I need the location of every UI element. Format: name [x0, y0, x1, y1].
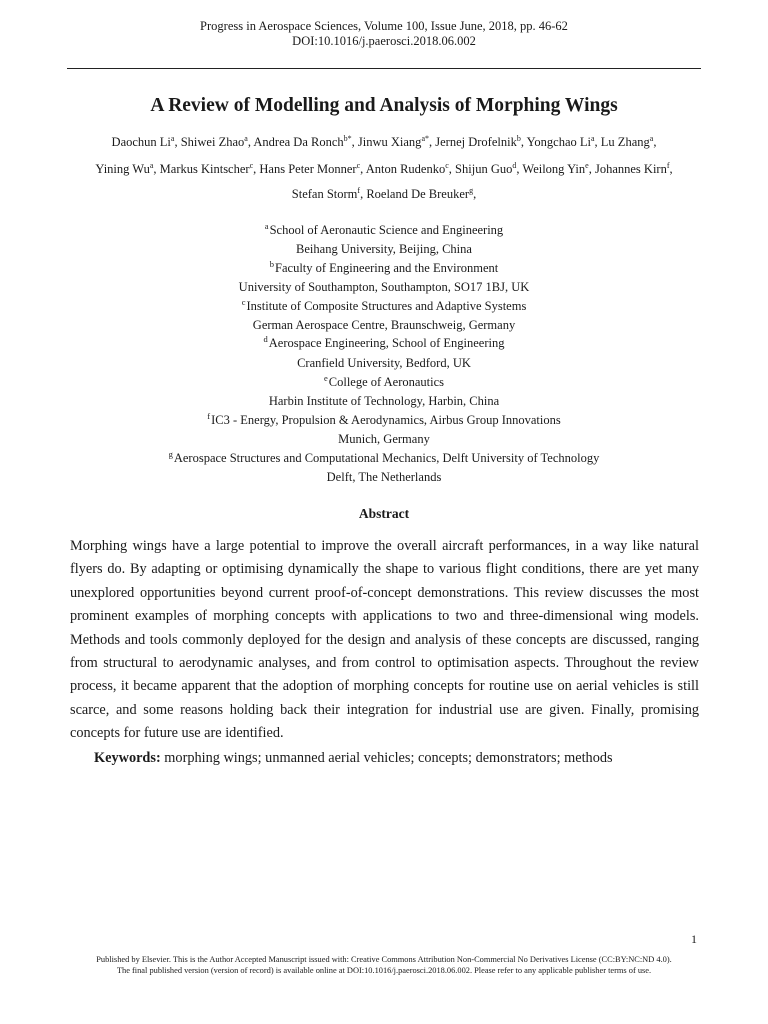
author-name: Shiwei Zhao [180, 135, 245, 149]
author-separator: , [253, 162, 260, 176]
author-affiliation-mark: c [356, 160, 361, 170]
affiliation-institution: Delft, The Netherlands [326, 470, 442, 484]
author-separator: , [247, 135, 254, 149]
journal-citation: Progress in Aerospace Sciences, Volume 100, Issue June, 2018, pp. 46-62 [200, 19, 568, 33]
author-name: Markus Kintscher [159, 162, 250, 176]
author-line [0, 134, 768, 150]
author-affiliation-mark: a [590, 133, 595, 143]
affiliation-line [0, 372, 768, 390]
affiliation-line [0, 333, 768, 351]
affiliation-department: College of Aeronautics [328, 375, 445, 389]
affiliation-mark: f [207, 410, 211, 421]
author-separator: , [473, 187, 477, 201]
affiliation-department: School of Aeronautic Science and Engineering [269, 223, 504, 237]
affiliation-department: IC3 - Energy, Propulsion & Aerodynamics, Airbus Group Innovations [211, 413, 561, 427]
author-affiliation-mark: a* [421, 133, 429, 143]
affiliation-mark: g [168, 448, 173, 459]
affiliation-institution: German Aerospace Centre, Braunschweig, Germany [252, 318, 516, 332]
author-name: Hans Peter Monner [259, 162, 357, 176]
keywords-line [94, 749, 613, 767]
author-affiliation-mark: e [585, 160, 589, 170]
author-separator: , [669, 162, 673, 176]
affiliation-institution: University of Southampton, Southampton, SO17 1BJ, UK [238, 280, 530, 294]
affiliation-line [0, 296, 768, 314]
author-name: Shijun Guo [455, 162, 513, 176]
affiliation-department: Institute of Composite Structures and Adaptive Systems [246, 299, 527, 313]
author-line [0, 186, 768, 202]
footer-version: The final published version (version of record) is available online at DOI:10.1016/j.paerosci.2018.06.002. Please refer to any applicable publisher terms of use. [116, 966, 652, 975]
author-affiliation-mark: b [516, 133, 521, 143]
affiliation-department: Aerospace Engineering, School of Engineering [268, 336, 505, 350]
affiliation-mark: a [264, 220, 269, 231]
author-name: Lu Zhang [600, 135, 650, 149]
author-affiliation-mark: a [170, 133, 175, 143]
author-separator: , [588, 162, 595, 176]
author-name: Roeland De Breuker [366, 187, 470, 201]
affiliation-mark: e [323, 372, 328, 383]
author-affiliation-mark: b* [343, 133, 352, 143]
affiliation-line [0, 220, 768, 238]
affiliation-mark: b [269, 258, 275, 269]
author-separator: , [360, 187, 367, 201]
author-affiliation-mark: g [469, 185, 474, 195]
author-name: Jinwu Xiang [357, 135, 422, 149]
author-separator: , [429, 135, 436, 149]
author-name: Yongchao Li [526, 135, 591, 149]
author-affiliation-mark: f [666, 160, 670, 170]
affiliation-institution: Beihang University, Beijing, China [296, 242, 472, 256]
author-name: Anton Rudenko [365, 162, 446, 176]
affiliation-department: Faculty of Engineering and the Environment [275, 261, 499, 275]
author-separator: , [520, 135, 527, 149]
author-separator: , [516, 162, 523, 176]
abstract-text: Morphing wings have a large potential to improve the overall aircraft performances, in a way like natural flyers do. By adapting or optimising dynamically the shape to various flight conditions, there are yet many unexplored opportunities beyond current proof-of-concept demonstrations. This review discusses the most prominent examples of morphing concepts with applications to two and three-dimensional wing models. Methods and tools commonly deployed for the design and analysis of these concepts are discussed, ranging from structural to aerodynamic analyses, and from control to optimisation aspects. Throughout the review process, it became apparent that the adoption of morphing concepts for routine use on aerial vehicles is still scarce, and some reasons holding back their integration for industrial use are given. Finally, promising concepts for future use are identified. [70, 538, 699, 742]
author-affiliation-mark: c [249, 160, 254, 170]
author-separator: , [448, 162, 456, 176]
affiliation-institution: Harbin Institute of Technology, Harbin, China [268, 394, 500, 408]
author-affiliation-mark: d [512, 160, 517, 170]
author-affiliation-mark: a [149, 160, 154, 170]
affiliation-department: Aerospace Structures and Computational Mechanics, Delft University of Technology [173, 451, 600, 465]
author-affiliation-mark: f [357, 185, 361, 195]
author-name: Andrea Da Ronch [253, 135, 344, 149]
author-separator: , [594, 135, 601, 149]
affiliation-line [0, 410, 768, 428]
author-name: Johannes Kirn [594, 162, 667, 176]
affiliation-line [0, 258, 768, 276]
page-number: 1 [691, 932, 697, 946]
paper-title: A Review of Modelling and Analysis of Morphing Wings [150, 95, 618, 116]
author-separator: , [360, 162, 366, 176]
author-name: Stefan Storm [291, 187, 358, 201]
author-name: Yining Wu [95, 162, 150, 176]
footer-license: Published by Elsevier. This is the Author Accepted Manuscript issued with: Creative Commons Attribution Non-Commercial No Derivatives License (CC:BY:NC:ND 4.0). [96, 955, 672, 964]
affiliation-line [0, 448, 768, 466]
author-line [0, 161, 768, 177]
author-separator: , [153, 162, 160, 176]
author-affiliation-mark: c [445, 160, 449, 170]
affiliation-institution: Cranfield University, Bedford, UK [297, 356, 471, 370]
author-name: Weilong Yin [522, 162, 586, 176]
author-separator: , [174, 135, 181, 149]
author-affiliation-mark: a [244, 133, 248, 143]
affiliation-mark: c [241, 296, 246, 307]
keywords-label: Keywords: [94, 750, 161, 766]
author-separator: , [351, 135, 358, 149]
affiliation-mark: d [263, 333, 268, 344]
header-rule [67, 68, 701, 69]
keywords-text: morphing wings; unmanned aerial vehicles; concepts; demonstrators; methods [164, 750, 613, 766]
abstract-heading: Abstract [358, 506, 410, 521]
author-name: Jernej Drofelnik [435, 135, 517, 149]
author-name: Daochun Li [111, 135, 171, 149]
doi-line: DOI:10.1016/j.paerosci.2018.06.002 [292, 34, 476, 48]
author-affiliation-mark: a [649, 133, 654, 143]
author-separator: , [653, 135, 657, 149]
affiliation-institution: Munich, Germany [338, 432, 430, 446]
